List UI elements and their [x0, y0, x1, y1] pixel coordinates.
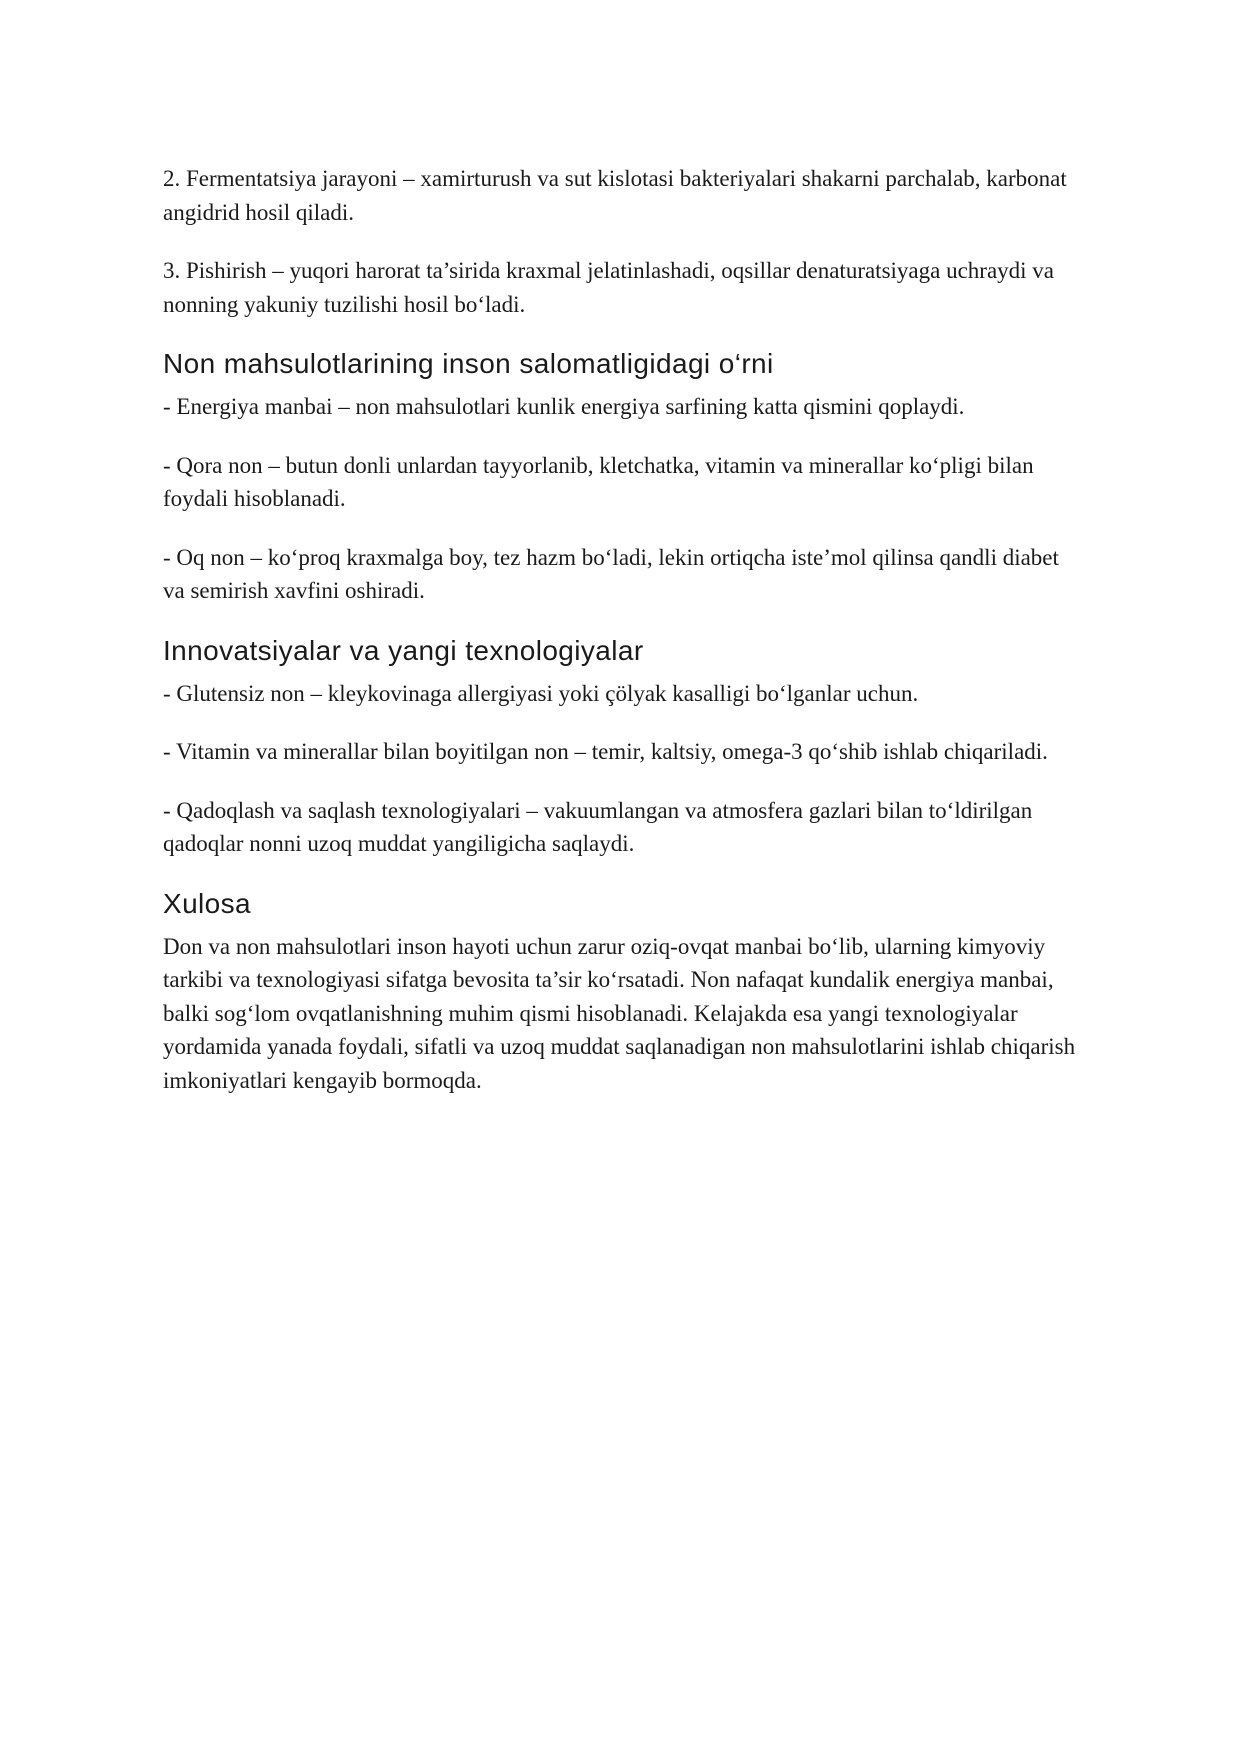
health-item-black-bread: - Qora non – butun donli unlardan tayyorlanib, kletchatka, vitamin va minerallar ko‘pligi bilan foydali hisoblanadi.	[163, 452, 1034, 511]
section-heading-conclusion: Xulosa	[163, 887, 252, 919]
innovation-item-fortified: - Vitamin va minerallar bilan boyitilgan non – temir, kaltsiy, omega-3 qo‘shib ishlab chiqariladi.	[163, 739, 1048, 764]
innovation-item-gluten-free: - Glutensiz non – kleykovinaga allergiyasi yoki çölyak kasalligi bo‘lganlar uchun.	[163, 680, 919, 706]
process-step-fermentation: 2. Fermentatsiya jarayoni – xamirturush va sut kislotasi bakteriyalari shakarni parchalab, karbonat angidrid hosil qiladi.	[163, 166, 1067, 225]
section-heading-innovations: Innovatsiyalar va yangi texnologiyalar	[163, 634, 644, 666]
health-item-energy: - Energiya manbai – non mahsulotlari kunlik energiya sarfining katta qismini qoplaydi.	[163, 394, 965, 419]
health-item-white-bread: - Oq non – ko‘proq kraxmalga boy, tez hazm bo‘ladi, lekin ortiqcha iste’mol qilinsa qandli diabet va semirish xavfini oshiradi.	[163, 544, 1059, 603]
process-step-baking: 3. Pishirish – yuqori harorat ta’sirida kraxmal jelatinlashadi, oqsillar denaturatsiyaga uchraydi va nonning yakuniy tuzilishi hosil bo‘ladi.	[163, 258, 1055, 317]
document-body	[163, 162, 1083, 1122]
conclusion-paragraph: Don va non mahsulotlari inson hayoti uchun zarur oziq-ovqat manbai bo‘lib, ularning kimyoviy tarkibi va texnologiyasi sifatga bevosita ta’sir ko‘rsatadi. Non nafaqat kundalik energiya manbai, balki sog‘lom ovqatlanishning muhim qismi hisoblanadi. Kelajakda esa yangi texnologiyalar yordamida yanada foydali, sifatli va uzoq muddat saqlanadigan non mahsulotlarini ishlab chiqarish imkoniyatlari kengayib bormoqda.	[163, 933, 1076, 1093]
innovation-item-packaging: - Qadoqlash va saqlash texnologiyalari – vakuumlangan va atmosfera gazlari bilan to‘ldirilgan qadoqlar nonni uzoq muddat yangiligicha saqlaydi.	[163, 797, 1033, 856]
section-heading-health: Non mahsulotlarining inson salomatligidagi o‘rni	[163, 348, 774, 379]
